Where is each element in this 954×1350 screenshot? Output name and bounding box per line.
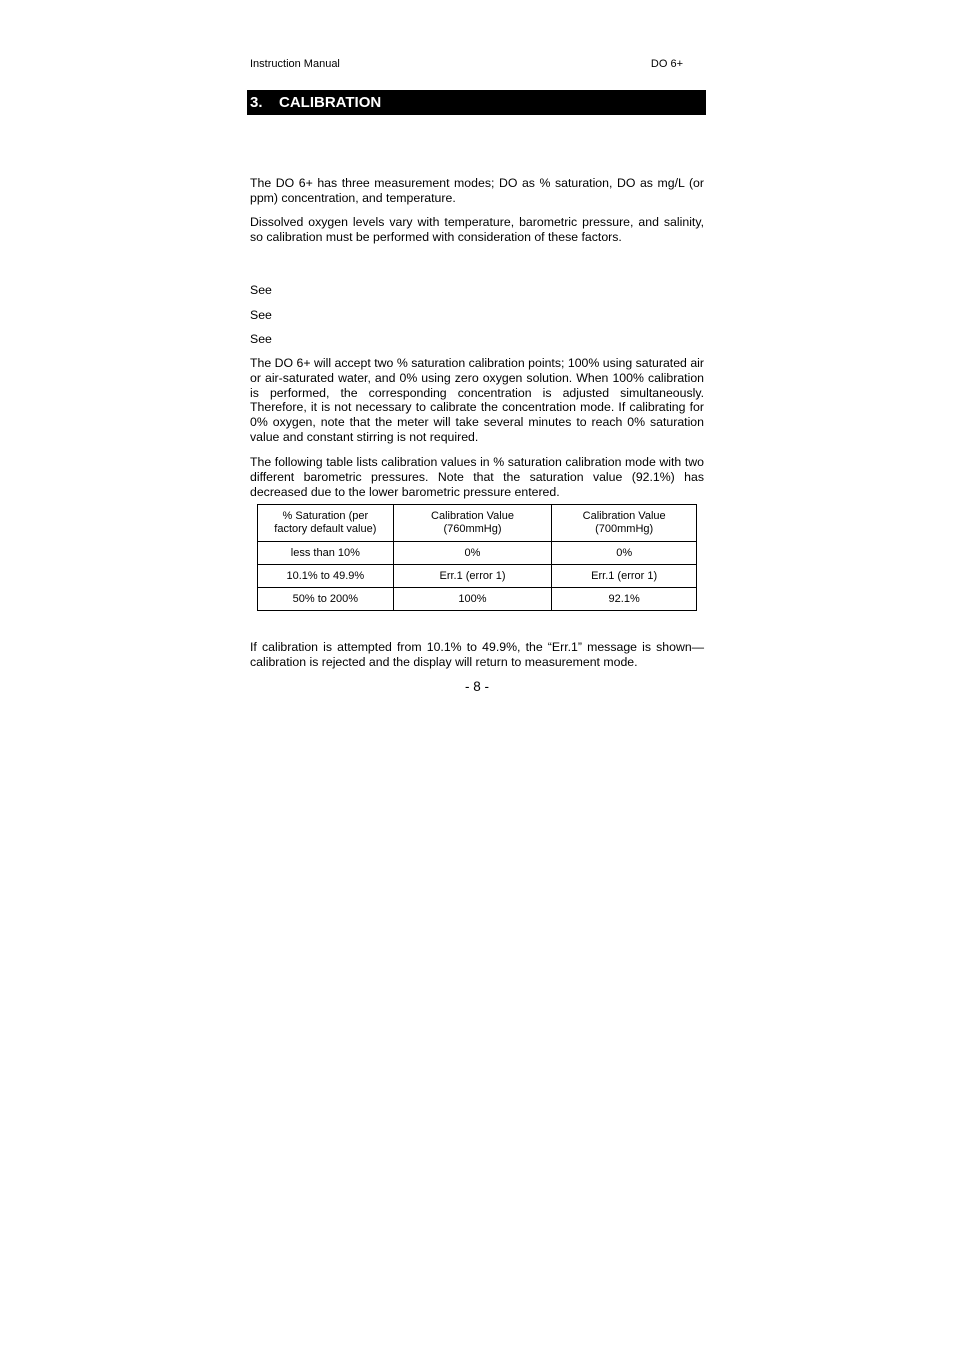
table-cell: Err.1 (error 1) <box>393 565 552 588</box>
table-row <box>258 588 697 611</box>
header-cal-760-line1: Calibration Value <box>431 510 514 522</box>
header-product-name: DO 6+ <box>650 58 683 70</box>
header-cal-700-line1: Calibration Value <box>582 510 666 522</box>
table-row <box>258 542 697 565</box>
header-saturation <box>258 505 394 542</box>
paragraph-table-intro: The following table lists calibration values in % saturation calibration mode with two different barometric pressures. Note that the saturation value (92.1%) has decreased due to the lower barometric pressure entered. <box>250 455 704 499</box>
section-number: 3. <box>250 94 263 111</box>
table-header-row <box>258 505 697 542</box>
paragraph-measurement-modes: The DO 6+ has three measurement modes; DO as % saturation, DO as mg/L (or ppm) concentration, and temperature. <box>250 176 704 205</box>
section-title: CALIBRATION <box>279 94 382 111</box>
header-cal-760 <box>393 505 552 542</box>
see-reference-1: See <box>250 283 272 297</box>
header-cal-760-line2: (760mmHg) <box>443 523 502 535</box>
header-saturation-line1: % Saturation (per <box>282 510 369 522</box>
header-manual-title: Instruction Manual <box>250 58 340 70</box>
running-header <box>250 58 683 70</box>
header-cal-700-line2: (700mmHg) <box>595 523 654 535</box>
table-cell: 92.1% <box>552 588 697 611</box>
paragraph-calibration-factors: Dissolved oxygen levels vary with temperature, barometric pressure, and salinity, so calibration must be performed with consideration of these factors. <box>250 215 704 244</box>
see-reference-3: See <box>250 332 272 346</box>
table-cell: 100% <box>393 588 552 611</box>
header-cal-700 <box>552 505 697 542</box>
table-cell: 10.1% to 49.9% <box>258 565 394 588</box>
calibration-values-table <box>257 504 697 611</box>
section-heading <box>247 90 706 115</box>
table-cell: Err.1 (error 1) <box>552 565 697 588</box>
table-cell: less than 10% <box>258 542 394 565</box>
table-row <box>258 565 697 588</box>
table-cell: 0% <box>393 542 552 565</box>
paragraph-error-note: If calibration is attempted from 10.1% to 49.9%, the “Err.1” message is shown—calibration is rejected and the display will return to measurement mode. <box>250 640 704 669</box>
paragraph-calibration-points: The DO 6+ will accept two % saturation calibration points; 100% using saturated air or air-saturated water, and 0% using zero oxygen solution. When 100% calibration is performed, the corresponding concentration is adjusted simultaneously. Therefore, it is not necessary to calibrate the concentration mode. If calibrating for 0% oxygen, note that the meter will take several minutes to reach 0% saturation value and constant stirring is not required. <box>250 356 704 444</box>
page-number: - 8 - <box>464 679 489 694</box>
see-reference-2: See <box>250 308 272 322</box>
table-cell: 50% to 200% <box>258 588 394 611</box>
table-cell: 0% <box>552 542 697 565</box>
header-saturation-line2: factory default value) <box>274 523 377 535</box>
